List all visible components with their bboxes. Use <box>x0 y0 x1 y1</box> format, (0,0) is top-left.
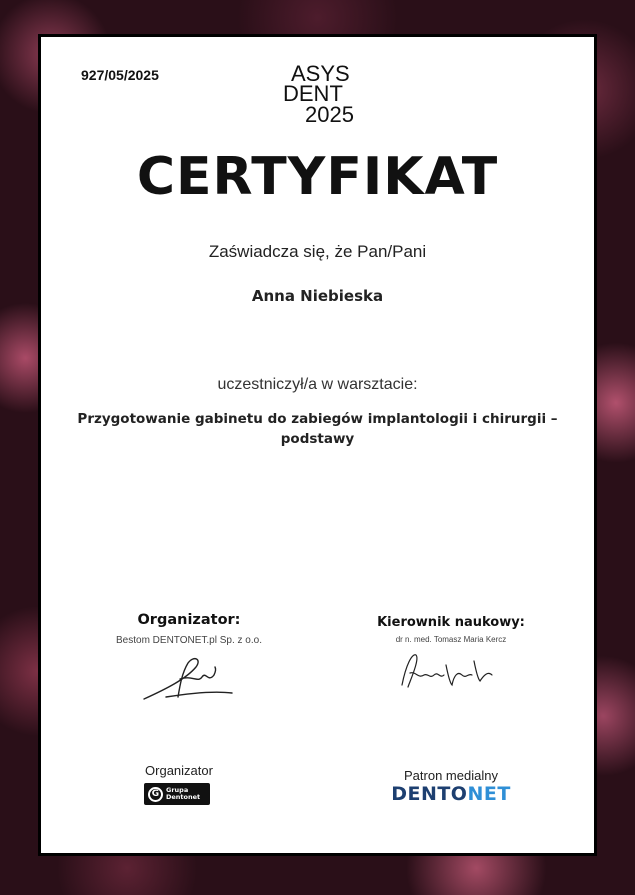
organizer-company: Bestom DENTONET.pl Sp. z o.o. <box>116 635 262 646</box>
participation-text: uczestniczył/a w warsztacie: <box>217 376 418 393</box>
asysdent-logo <box>277 62 359 128</box>
grupa-logo-line-1: Grupa <box>166 786 189 794</box>
grupa-dentonet-logo <box>144 783 210 805</box>
certificate-card <box>38 34 597 856</box>
logo-line-2: DENT <box>283 81 343 106</box>
certificate-number: 927/05/2025 <box>81 67 159 83</box>
footer-organizer-label: Organizator <box>145 763 213 778</box>
logo-line-3: 2025 <box>305 102 354 127</box>
dentonet-logo-part-1: DENTO <box>391 783 468 805</box>
organizer-signature <box>136 649 236 705</box>
media-patron-label: Patron medialny <box>404 768 498 783</box>
certificate-title: CERTYFIKAT <box>136 147 499 207</box>
participant-name: Anna Niebieska <box>251 287 384 305</box>
dentonet-logo-part-2: NET <box>467 783 511 805</box>
attest-text: Zaświadcza się, że Pan/Pani <box>208 242 427 261</box>
organizer-heading: Organizator: <box>137 612 241 628</box>
grupa-logo-line-2: Dentonet <box>166 793 201 801</box>
scientific-lead-heading: Kierownik naukowy: <box>377 615 525 630</box>
scientific-lead-signature <box>396 645 496 697</box>
scientific-lead-name: dr n. med. Tomasz Maria Kercz <box>395 635 507 644</box>
workshop-title: Przygotowanie gabinetu do zabiegów implantologii i chirurgii – podstawy <box>77 411 558 447</box>
logo-line-1: ASYS <box>291 61 350 86</box>
grupa-g-icon: G <box>148 787 163 802</box>
dentonet-logo <box>351 783 551 805</box>
